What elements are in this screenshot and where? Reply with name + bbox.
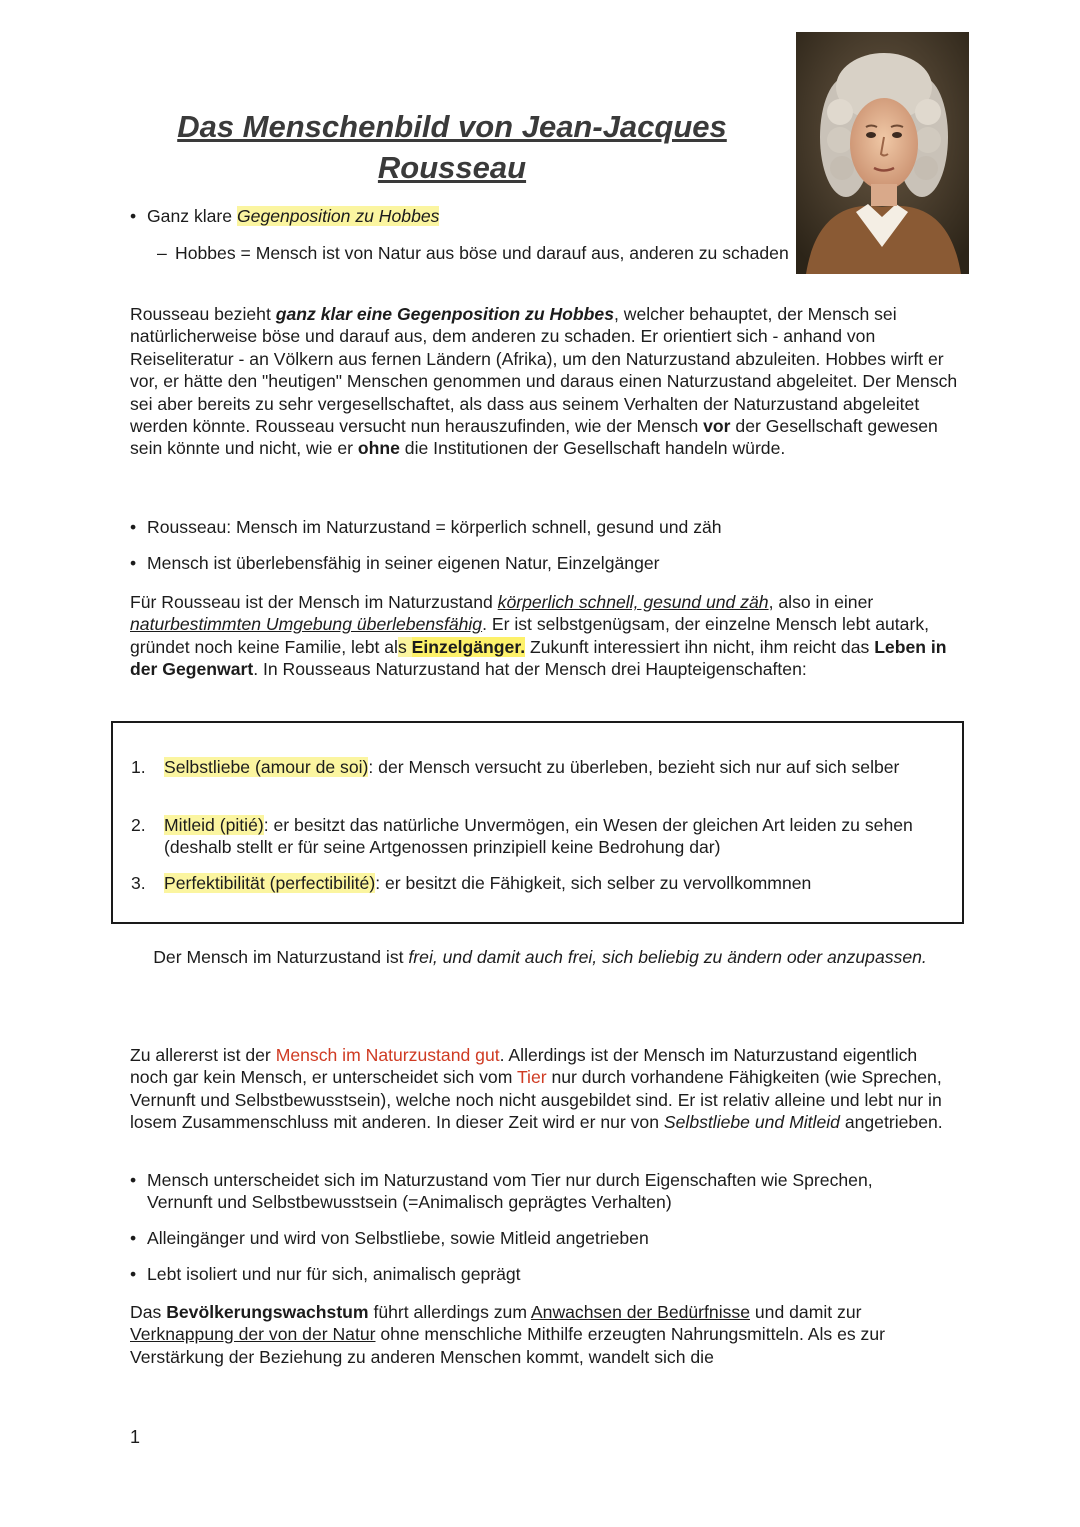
bullet-koerperlich: • Rousseau: Mensch im Naturzustand = körperlich schnell, gesund und zäh: [130, 516, 722, 538]
highlight-gegenposition: Gegenposition zu Hobbes: [236, 206, 440, 226]
property-item-perfektibilitaet: 3. Perfektibilität (perfectibilité): er besitzt die Fähigkeit, sich selber zu vervollkommnen: [131, 873, 812, 893]
paragraph-naturzustand: Für Rousseau ist der Mensch im Naturzustand körperlich schnell, gesund und zäh, also in einer naturbestimmten Umgebung überlebensfähig. Er ist selbstgenügsam, der einzelne Mensch lebt autark, gründet noch keine Familie, lebt als Einzelgänger. Zukunft interessiert ihn nicht, ihm reicht das Leben in der Gegenwart. In Rousseaus Naturzustand hat der Mensch drei Haupteigenschaften:: [130, 592, 947, 680]
page-title: [150, 106, 754, 188]
property-label: Mitleid (pitié): [164, 815, 264, 835]
title-line-2: Rousseau: [377, 150, 527, 185]
properties-box: [111, 721, 964, 924]
paragraph-rousseau-vs-hobbes: Rousseau bezieht ganz klar eine Gegenposition zu Hobbes, welcher behauptet, der Mensch sei natürlicherweise böse und darauf aus, dem anderen zu schaden. Er orientiert sich - anhand von Reiseliteratur - an Völkern aus fernen Ländern (Afrika), um den Naturzustand abzuleiten. Hobbes wirft er vor, er hätte den "heutigen" Menschen genommen und daraus einen Naturzustand abgeleitet. Der Mensch sei aber bereits zu sehr vergesellschaftet, als dass aus seinem Verhalten der Naturzustand abgeleitet werden könnte. Rousseau versucht nun herauszufinden, wie der Mensch vor der Gesellschaft gewesen sein könnte und nicht, wie er ohne die Institutionen der Gesellschaft handeln würde.: [130, 304, 958, 459]
rousseau-portrait: [796, 32, 969, 274]
property-item-mitleid: 2. Mitleid (pitié): er besitzt das natürliche Unvermögen, ein Wesen der gleichen Art leiden zu sehen (deshalb stellt er für seine Artgenossen prinzipiell keine Bedrohung dar): [131, 815, 913, 858]
bullet-gegenposition: • Ganz klare Gegenposition zu Hobbes: [130, 205, 439, 227]
page-number: 1: [130, 1427, 141, 1447]
bullet-tier-unterschied: • Mensch unterscheidet sich im Naturzustand vom Tier nur durch Eigenschaften wie Sprechen, Vernunft und Selbstbewusstsein (=Animalisch geprägtes Verhalten): [130, 1169, 927, 1214]
property-label: Perfektibilität (perfectibilité): [164, 873, 376, 893]
bullet-alleingaenger: • Alleingänger und wird von Selbstliebe, sowie Mitleid angetrieben: [130, 1227, 649, 1249]
paragraph-mensch-gut: Zu allererst ist der Mensch im Naturzustand gut. Allerdings ist der Mensch im Naturzustand eigentlich noch gar kein Mensch, er unterscheidet sich vom Tier nur durch vorhandene Fähigkeiten (wie Sprechen, Vernunft und Selbstbewusstsein), welche noch nicht ausgebildet sind. Er ist relativ alleine und lebt nur in losem Zusammenschluss mit anderen. In dieser Zeit wird er nur von Selbstliebe und Mitleid angetrieben.: [130, 1045, 943, 1133]
centered-note: Der Mensch im Naturzustand ist frei, und damit auch frei, sich beliebig zu ändern oder anzupassen.: [153, 947, 927, 967]
title-line-1: Das Menschenbild von Jean-Jacques: [177, 109, 727, 144]
property-item-selbstliebe: 1. Selbstliebe (amour de soi): der Mensch versucht zu überleben, bezieht sich nur auf sich selber: [131, 757, 900, 777]
property-label: Selbstliebe (amour de soi): [164, 757, 369, 777]
paragraph-bevoelkerungswachstum: Das Bevölkerungswachstum führt allerdings zum Anwachsen der Bedürfnisse und damit zur Verknappung der von der Natur ohne menschliche Mithilfe erzeugten Nahrungsmitteln. Als es zur Verstärkung der Beziehung zu anderen Menschen kommt, wandelt sich die: [130, 1302, 885, 1367]
dash-item-hobbes: – Hobbes = Mensch ist von Natur aus böse und darauf aus, anderen zu schaden: [157, 242, 795, 264]
bullet-isoliert: • Lebt isoliert und nur für sich, animalisch geprägt: [130, 1263, 521, 1285]
bullet-ueberlebensfaehig: • Mensch ist überlebensfähig in seiner eigenen Natur, Einzelgänger: [130, 552, 660, 574]
